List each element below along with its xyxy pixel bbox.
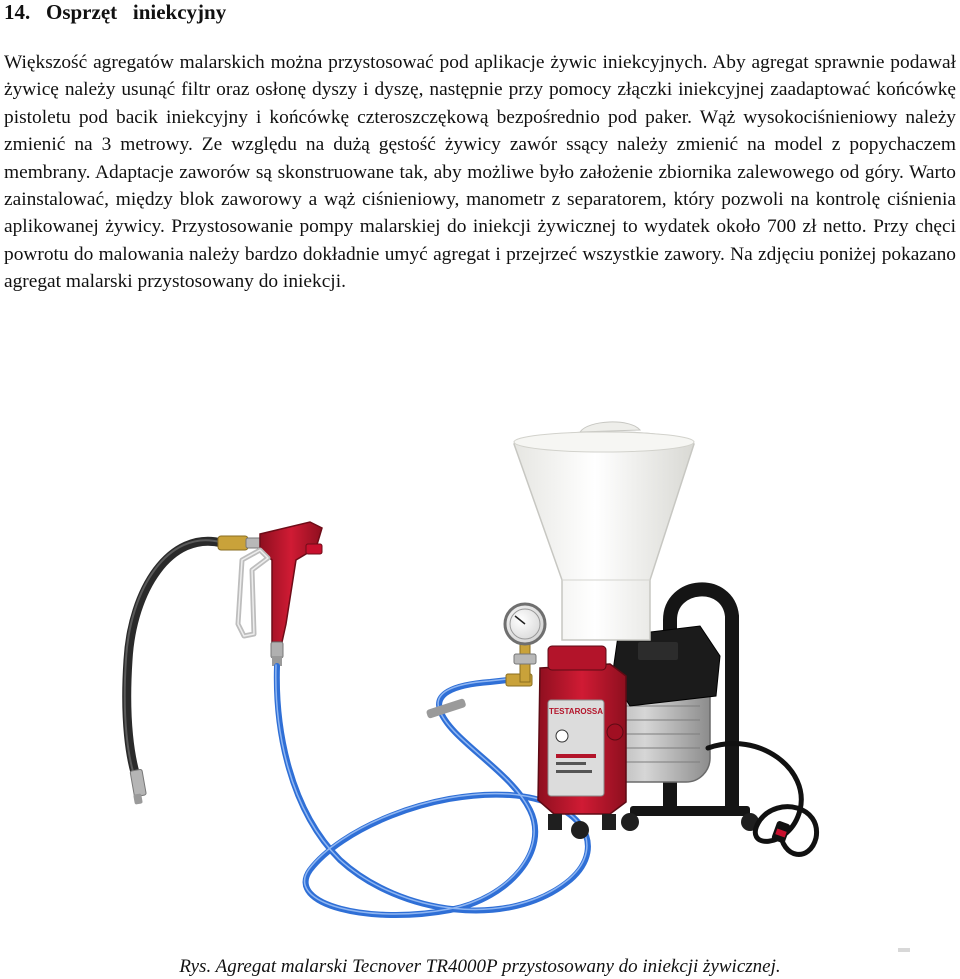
scan-artifact: [898, 948, 910, 952]
pressure-knob: [607, 724, 623, 740]
body-paragraph: Większość agregatów malarskich można przystosować pod aplikacje żywic iniekcyjnych. Aby agregat sprawnie podawał żywicę należy usunąć filtr oraz osłonę dyszy i dyszę, następnie przy pomocy złączki iniekcyjnej zaadaptować końcówkę pistoletu pod bacik iniekcyjny i końcówkę czteroszczękową bezpośrednio pod paker. Wąż wysokociśnieniowy należy zmienić na 3 metrowy. Ze względu na dużą gęstość żywicy zawór ssący należy zmienić na model z popychaczem membrany. Adaptacje zaworów są skonstruowane tak, aby możliwe było założenie zbiornika zalewowego od góry. Warto zainstalować, między blok zaworowy a wąż ciśnieniowy, manometr z separatorem, który pozwoli na kontrolę ciśnienia aplikowanej żywicy. Przystosowanie pompy malarskiej do iniekcji żywicznej to wydatek około 700 zł netto. Przy chęci powrotu do malowania należy bardzo dokładnie umyć agregat i przejrzeć wszystkie zawory. Na zdjęciu poniżej pokazano agregat malarski przystosowany do iniekcji.: [4, 52, 956, 293]
hose-spring-guard: [426, 698, 467, 719]
whip-hose: [127, 541, 222, 782]
whip-tip-fitting: [130, 769, 146, 797]
spray-gun-body: [260, 522, 322, 642]
brand-label: TESTAROSSA: [548, 707, 604, 716]
power-cord: [708, 744, 817, 855]
paint-sprayer-illustration: [110, 410, 830, 940]
section-heading: 14. Osprzęt iniekcyjny: [4, 0, 227, 24]
brass-coupling: [218, 536, 248, 550]
figure-photo: [110, 410, 830, 940]
figure-caption: Rys. Agregat malarski Tecnover TR4000P przystosowany do iniekcji żywicznej.: [179, 956, 781, 977]
